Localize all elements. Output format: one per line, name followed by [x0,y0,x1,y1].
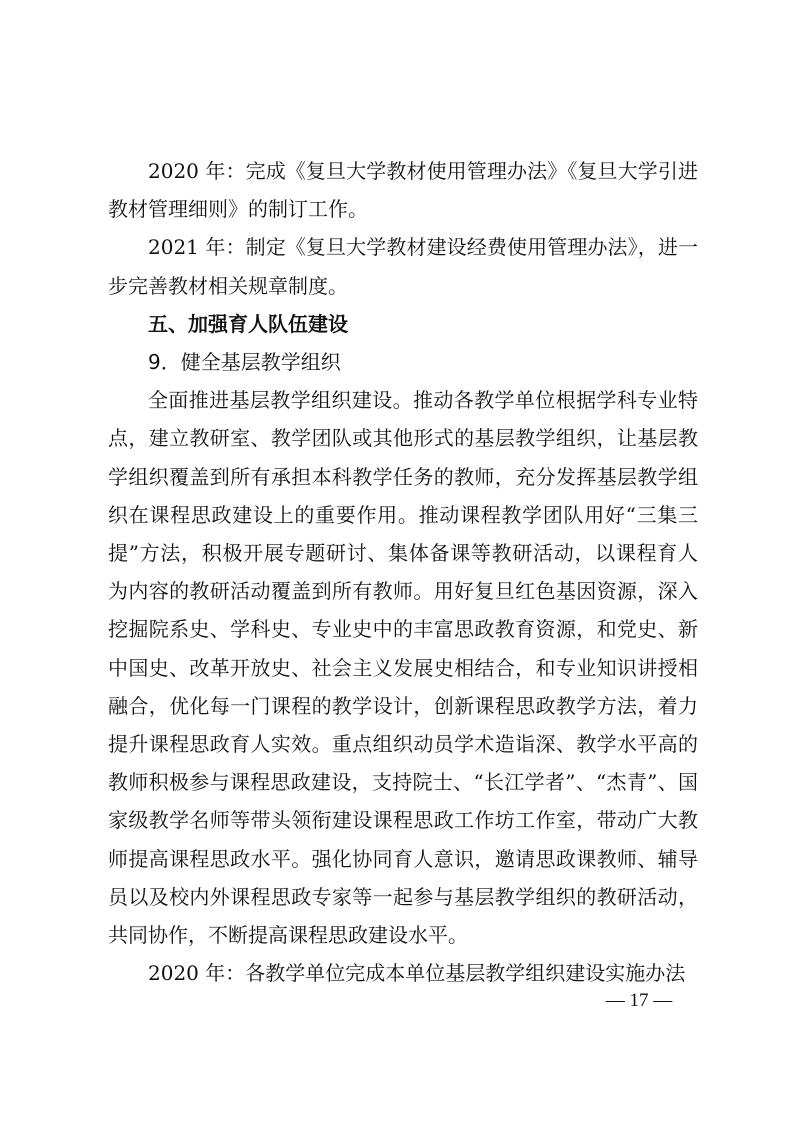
section-heading: 五、加强育人队伍建设 [148,311,348,336]
paragraph-2020-textbook-rules: 2020 年：完成《复旦大学教材使用管理办法》《复旦大学引进教材管理细则》的制订工作。 [108,159,698,222]
paragraph-2021-textbook-funds: 2021 年：制定《复旦大学教材建设经费使用管理办法》，进一步完善教材相关规章制度。 [108,235,698,298]
paragraph-body: 全面推进基层教学组织建设。推动各教学单位根据学科专业特点，建立教研室、教学团队或其他形式的基层教学组织，让基层教学组织覆盖到所有承担本科教学任务的教师，充分发挥基层教学组织在课程思政建设上的重要作用。推动课程教学团队用好“三集三提”方法，积极开展专题研讨、集体备课等教研活动，以课程育人为内容的教研活动覆盖到所有教师。用好复旦红色基因资源，深入挖掘院系史、学科史、专业史中的丰富思政教育资源，和党史、新中国史、改革开放史、社会主义发展史相结合，和专业知识讲授相融合，优化每一门课程的教学设计，创新课程思政教学方法，着力提升课程思政育人实效。重点组织动员学术造诣深、教学水平高的教师积极参与课程思政建设，支持院士、“长江学者”、“杰青”、国家级教学名师等带头领衔建设课程思政工作坊工作室，带动广大教师提高课程思政水平。强化协同育人意识，邀请思政课教师、辅导员以及校内外课程思政专家等一起参与基层教学组织的教研活动，共同协作，不断提高课程思政建设水平。 [108,388,698,948]
document-body [108,152,698,992]
paragraph-2020-implementation: 2020 年：各教学单位完成本单位基层教学组织建设实施办法 [148,961,686,986]
subsection-heading: 9．健全基层教学组织 [148,350,341,375]
page-number: — 17 — [605,990,673,1011]
